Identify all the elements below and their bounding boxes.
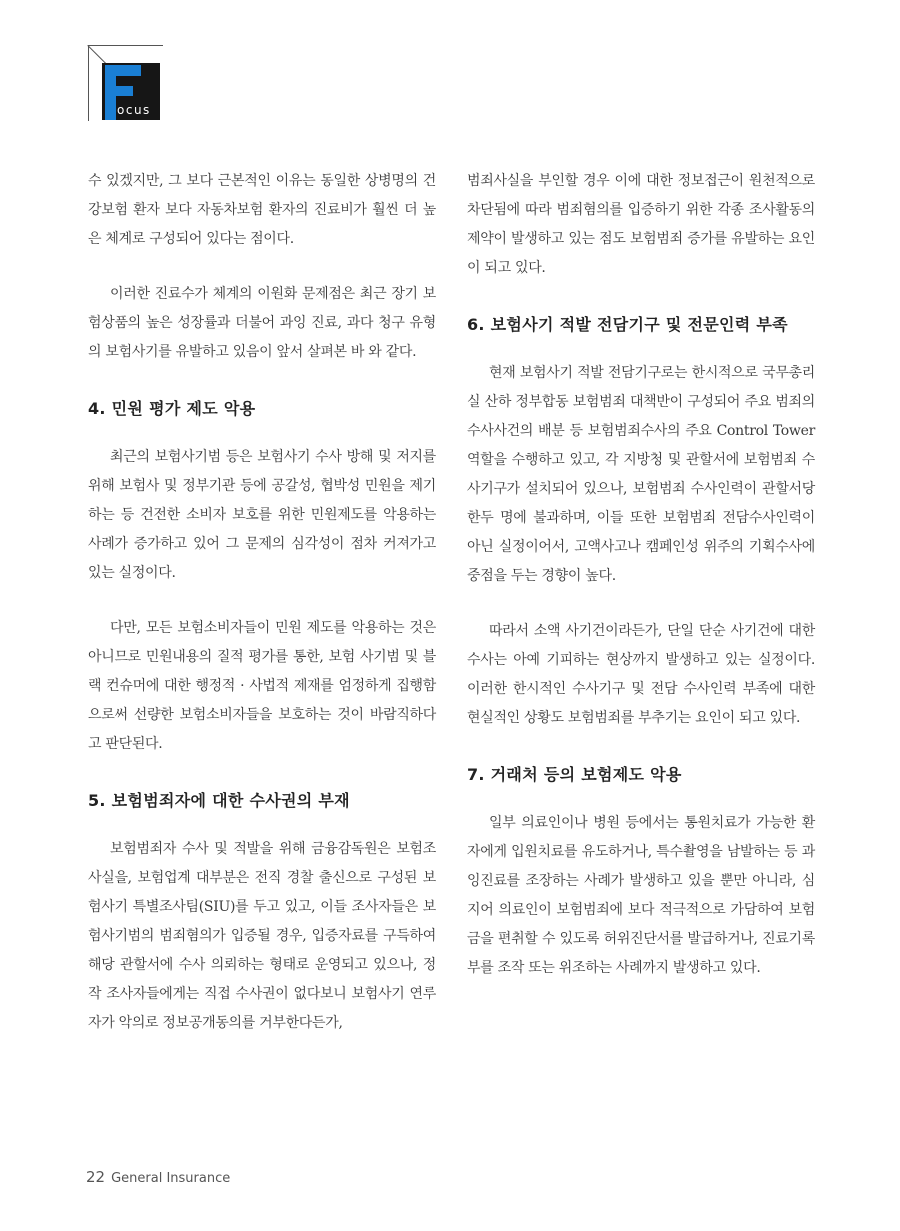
section-heading: 6. 보험사기 적발 전담기구 및 전문인력 부족 bbox=[467, 315, 788, 334]
section-heading: 7. 거래처 등의 보험제도 악용 bbox=[467, 765, 682, 784]
logo-letter-f-top bbox=[105, 65, 141, 76]
body-paragraph: 보험범죄자 수사 및 적발을 위해 금융감독원은 보험조사실을, 보험업계 대부분은 전직 경찰 출신으로 구성된 보험사기 특별조사팀(SIU)를 두고 있고, 이들 조사자들은 보험사기범의 범죄혐의가 입증될 경우, 입증자료를 구득하여 해당 관할서에 수사 의뢰하는 형태로 운영되고 있으나, 정작 조사자들에게는 직접 수사권이 없다보니 보험사기 연루자가 악의로 정보공개동의를 거부한다든가, bbox=[88, 841, 436, 1031]
publication-name: General Insurance bbox=[111, 1171, 231, 1186]
logo-frame-left bbox=[88, 45, 89, 121]
body-paragraph: 범죄사실을 부인할 경우 이에 대한 정보접근이 원천적으로 차단됨에 따라 범죄혐의를 입증하기 위한 각종 조사활동의 제약이 발생하고 있는 점도 보험범죄 증가를 유발하는 요인이 되고 있다. bbox=[467, 173, 815, 276]
section-heading: 4. 민원 평가 제도 악용 bbox=[88, 399, 256, 418]
logo-frame-top bbox=[88, 45, 163, 46]
page-number: 22 bbox=[86, 1168, 106, 1186]
body-paragraph: 수 있겠지만, 그 보다 근본적인 이유는 동일한 상병명의 건강보험 환자 보다 자동차보험 환자의 진료비가 훨씬 더 높은 체계로 구성되어 있다는 점이다. bbox=[88, 173, 436, 247]
logo-letter-f-middle bbox=[105, 86, 133, 96]
body-paragraph: 다만, 모든 보험소비자들이 민원 제도를 악용하는 것은 아니므로 민원내용의 질적 평가를 통한, 보험 사기범 및 블랙 컨슈머에 대한 행정적 · 사법적 제재를 엄정하게 집행함으로써 선량한 보험소비자들을 보호하는 것이 바람직하다고 판단된다. bbox=[88, 620, 436, 752]
focus-logo bbox=[88, 45, 163, 121]
page-footer bbox=[86, 1168, 230, 1186]
logo-word: ocus bbox=[117, 103, 151, 117]
body-paragraph: 현재 보험사기 적발 전담기구로는 한시적으로 국무총리실 산하 정부합동 보험범죄 대책반이 구성되어 주요 범죄의 수사사건의 배분 등 보험범죄수사의 주요 Control Tower 역할을 수행하고 있고, 각 지방청 및 관할서에 보험범죄 수사기구가 설치되어 있으나, 보험범죄 수사인력이 관할서당 한두 명에 불과하며, 이들 또한 보험범죄 전담수사인력이 아닌 실정이어서, 고액사고나 캠페인성 위주의 기획수사에 중점을 두는 경향이 높다. bbox=[467, 365, 815, 584]
body-paragraph: 따라서 소액 사기건이라든가, 단일 단순 사기건에 대한 수사는 아예 기피하는 현상까지 발생하고 있는 실정이다. 이러한 한시적인 수사기구 및 전담 수사인력 부족에 대한 현실적인 상황도 보험범죄를 부추기는 요인이 되고 있다. bbox=[467, 623, 815, 726]
left-column bbox=[88, 167, 436, 1064]
section-heading: 5. 보험범죄자에 대한 수사권의 부재 bbox=[88, 791, 350, 810]
body-paragraph: 일부 의료인이나 병원 등에서는 통원치료가 가능한 환자에게 입원치료를 유도하거나, 특수촬영을 남발하는 등 과잉진료를 조장하는 사례가 발생하고 있을 뿐만 아니라, 심지어 의료인이 보험범죄에 보다 적극적으로 가담하여 보험금을 편취할 수 있도록 허위진단서를 발급하거나, 진료기록부를 조작 또는 위조하는 사례까지 발생하고 있다. bbox=[467, 815, 815, 976]
right-column bbox=[467, 167, 815, 1009]
body-paragraph: 이러한 진료수가 체계의 이원화 문제점은 최근 장기 보험상품의 높은 성장률과 더불어 과잉 진료, 과다 청구 유형의 보험사기를 유발하고 있음이 앞서 살펴본 바 와 같다. bbox=[88, 286, 436, 360]
body-paragraph: 최근의 보험사기범 등은 보험사기 수사 방해 및 저지를 위해 보험사 및 정부기관 등에 공갈성, 협박성 민원을 제기하는 등 건전한 소비자 보호를 위한 민원제도를 악용하는 사례가 증가하고 있어 그 문제의 심각성이 점차 커져가고 있는 실정이다. bbox=[88, 449, 436, 581]
